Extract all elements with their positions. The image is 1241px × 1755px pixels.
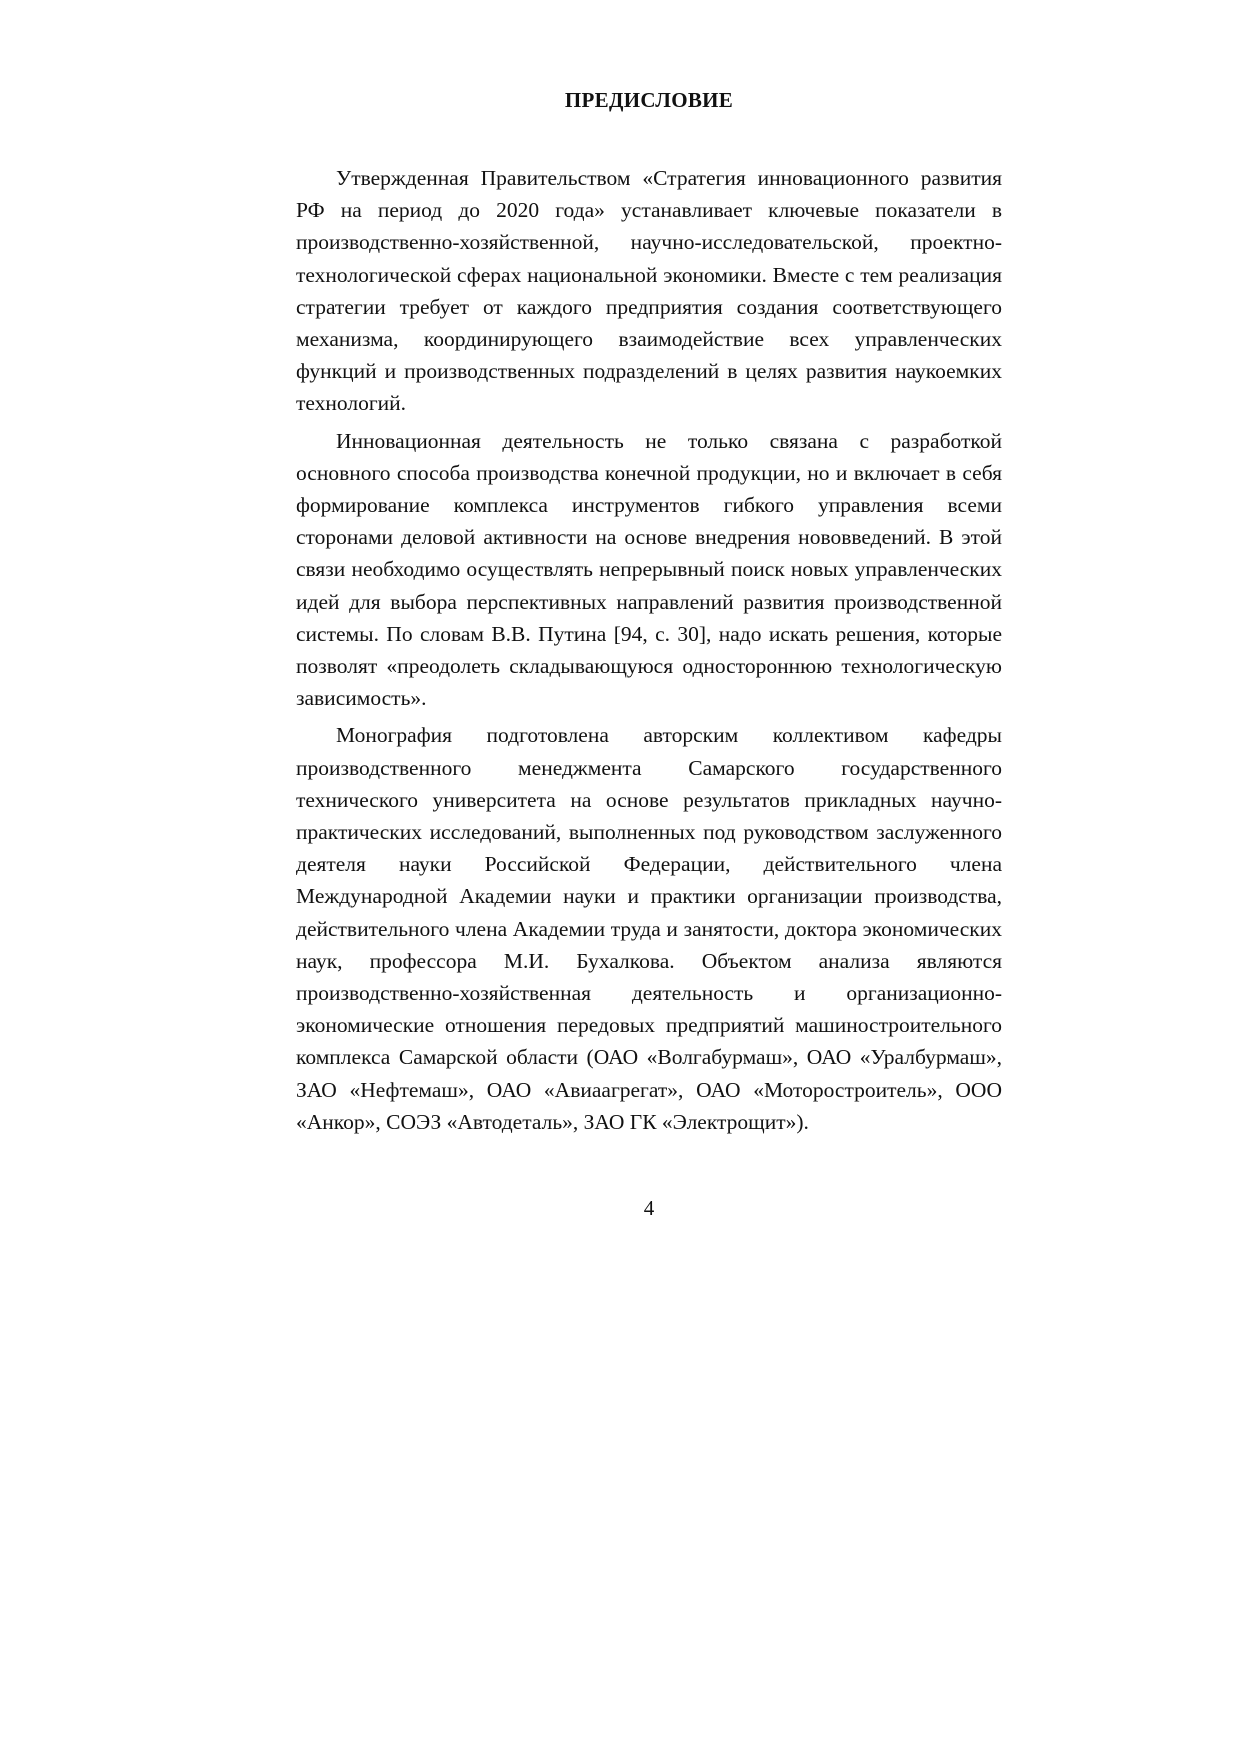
paragraph-2: Инновационная деятельность не только связана с разработкой основного способа производства конечной продукции, но и включает в себя формирование комплекса инструментов гибкого управления всеми сторонами деловой активности на основе внедрения нововведений. В этой связи необходимо осуществлять непрерывный поиск новых управленческих идей для выбора перспективных направлений развития производственной системы. По словам В.В. Путина [94, с. 30], надо искать решения, которые позволят «преодолеть складывающуюся одностороннюю технологическую зависимость». (296, 428, 1002, 711)
section-heading: ПРЕДИСЛОВИЕ (564, 88, 734, 112)
paragraph-3: Монография подготовлена авторским коллективом кафедры производственного менеджмента Самарского государственного технического университета на основе результатов прикладных научно-практических исследований, выполненных под руководством заслуженного деятеля науки Российской Федерации, действительного члена Международной Академии науки и практики организации производства, действительного члена Академии труда и занятости, доктора экономических наук, профессора М.И. Бухалкова. Объектом анализа являются производственно-хозяйственная деятельность и организационно-экономические отношения передовых предприятий машиностроительного комплекса Самарской области (ОАО «Волгабурмаш», ОАО «Уралбурмаш», ЗАО «Нефтемаш», ОАО «Авиаагрегат», ОАО «Моторостроитель», ООО «Анкор», СОЭЗ «Автодеталь», ЗАО ГК «Электрощит»). (296, 723, 1002, 1134)
page-number: 4 (643, 1196, 655, 1220)
page-content (296, 80, 1002, 1143)
paragraph-1: Утвержденная Правительством «Стратегия инновационного развития РФ на период до 2020 года» устанавливает ключевые показатели в производственно-хозяйственной, научно-исследовательской, проектно-технологической сферах национальной экономики. Вместе с тем реализация стратегии требует от каждого предприятия создания соответствующего механизма, координирующего взаимодействие всех управленческих функций и производственных подразделений в целях развития наукоемких технологий. (296, 166, 1002, 416)
